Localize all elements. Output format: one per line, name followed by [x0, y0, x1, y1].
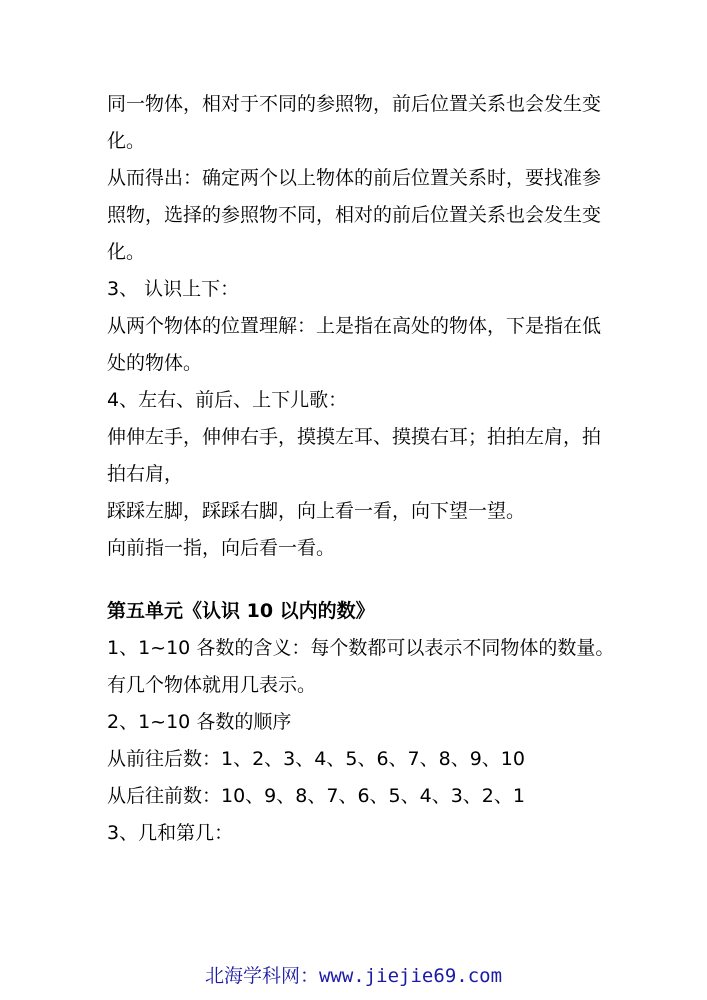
body-line: 1、1~10 各数的含义：每个数都可以表示不同物体的数量。 — [107, 637, 615, 659]
footer-url-link[interactable]: www.jiejie69.com — [318, 965, 503, 987]
body-line: 踩踩左脚，踩踩右脚，向上看一看，向下望一望。 — [107, 500, 526, 522]
body-line: 4、左右、前后、上下儿歌： — [107, 389, 348, 411]
body-line: 3、 认识上下： — [107, 278, 240, 300]
body-line: 照物，选择的参照物不同，相对的前后位置关系也会发生变 — [107, 204, 602, 226]
paragraph-gap — [107, 567, 607, 593]
body-line: 化。 — [107, 130, 146, 152]
body-line: 拍右肩， — [107, 463, 184, 485]
body-line: 从两个物体的位置理解：上是指在高处的物体，下是指在低 — [107, 315, 602, 337]
body-line: 伸伸左手，伸伸右手，摸摸左耳、摸摸右耳；拍拍左肩，拍 — [107, 426, 602, 448]
body-line: 有几个物体就用几表示。 — [107, 674, 317, 696]
body-line: 化。 — [107, 241, 146, 263]
body-line: 处的物体。 — [107, 352, 203, 374]
body-line: 从前往后数：1、2、3、4、5、6、7、8、9、10 — [107, 748, 525, 770]
body-line: 从后往前数：10、9、8、7、6、5、4、3、2、1 — [107, 785, 525, 807]
body-line: 同一物体，相对于不同的参照物，前后位置关系也会发生变 — [107, 93, 602, 115]
footer-label: 北海学科网： — [204, 965, 319, 987]
body-line: 3、几和第几： — [107, 822, 234, 844]
section-heading: 第五单元《认识 10 以内的数》 — [107, 600, 375, 622]
document-body — [107, 86, 615, 852]
body-line: 2、1~10 各数的顺序 — [107, 711, 292, 733]
body-line: 从而得出：确定两个以上物体的前后位置关系时，要找准参 — [107, 167, 602, 189]
page-footer — [0, 963, 707, 989]
body-line: 向前指一指，向后看一看。 — [107, 537, 336, 559]
